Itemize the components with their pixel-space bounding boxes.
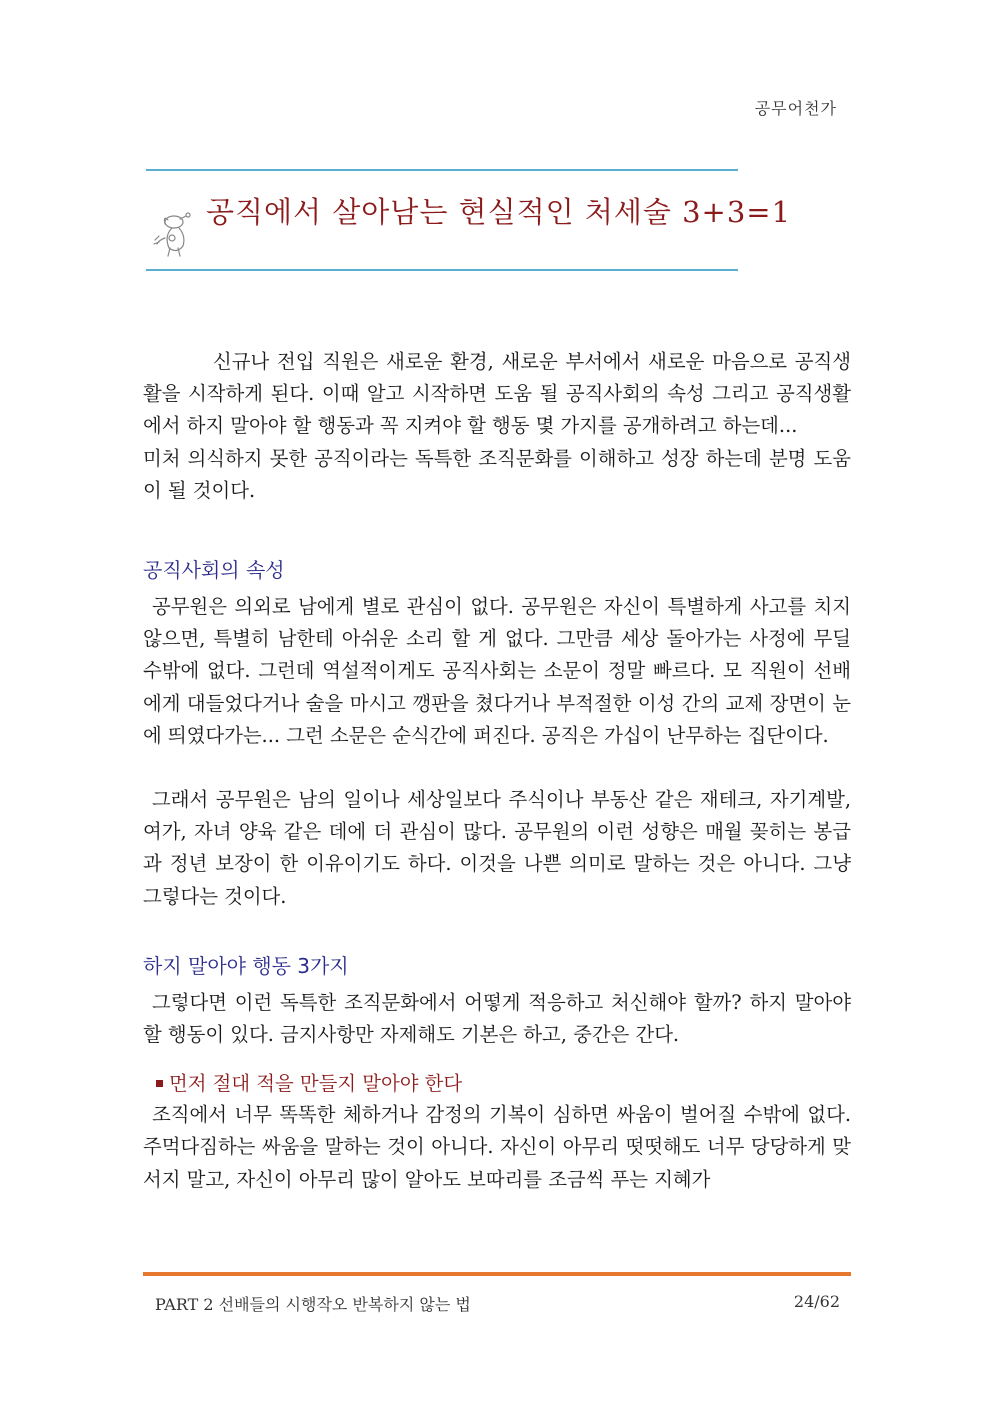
section-heading: 공직사회의 속성	[143, 558, 285, 583]
body-paragraph: 공무원은 의외로 남에게 별로 관심이 없다. 공무원은 자신이 특별하게 사고를 치지 않으면, 특별히 남한테 아쉬운 소리 할 게 없다. 그만큼 세상 돌아가는 사정에 무딜 수밖에 없다. 그런데 역설적이게도 공직사회는 소문이 정말 빠르다. 모 직원이 선배에게 대들었다거나 술을 마시고 깽판을 쳤다거나 부적절한 이성 간의 교제 장면이 눈에 띄였다가는... 그런 소문은 순식간에 퍼진다. 공직은 가십이 난무하는 집단이다.	[143, 595, 851, 747]
footer-part-title: PART 2 선배들의 시행작오 반복하지 않는 법	[155, 1295, 471, 1314]
mascot-icon	[150, 210, 200, 260]
title-rule-bottom	[146, 269, 738, 271]
title-rule-top	[146, 169, 738, 171]
running-header: 공무어천가	[754, 99, 837, 118]
page-number: 24/62	[793, 1292, 840, 1311]
body-paragraph: 그렇다면 이런 독특한 조직문화에서 어떻게 적응하고 처신해야 할까? 하지 말아야 할 행동이 있다. 금지사항만 자제해도 기본은 하고, 중간은 간다.	[143, 990, 851, 1047]
section-heading: 하지 말아야 행동 3가지	[143, 953, 349, 978]
body-paragraph: 조직에서 너무 똑똑한 체하거나 감정의 기복이 심하면 싸움이 벌어질 수밖에 없다. 주먹다짐하는 싸움을 말하는 것이 아니다. 자신이 아무리 떳떳해도 너무 당당하게 맞서지 말고, 자신이 아무리 많이 알아도 보따리를 조금씩 푸는 지혜가	[143, 1103, 851, 1191]
document-title: 공직에서 살아남는 현실적인 처세술 3+3=1	[206, 195, 792, 229]
footer-rule	[143, 1272, 851, 1276]
subsection-heading-text: 먼저 절대 적을 만들지 말아야 한다	[169, 1072, 463, 1096]
subsection-heading	[143, 1069, 851, 1099]
bullet-square-icon	[156, 1080, 163, 1087]
intro-paragraph: 신규나 전입 직원은 새로운 환경, 새로운 부서에서 새로운 마음으로 공직생활을 시작하게 된다. 이때 알고 시작하면 도움 될 공직사회의 속성 그리고 공직생활에서 하지 말아야 할 행동과 꼭 지켜야 할 행동 몇 가지를 공개하려고 하는데...	[143, 350, 851, 438]
body-paragraph: 그래서 공무원은 남의 일이나 세상일보다 주식이나 부동산 같은 재테크, 자기계발, 여가, 자녀 양육 같은 데에 더 관심이 많다. 공무원의 이런 성향은 매월 꽂히는 봉급과 정년 보장이 한 이유이기도 하다. 이것을 나쁜 의미로 말하는 것은 아니다. 그냥 그렇다는 것이다.	[143, 788, 851, 908]
page-body	[143, 346, 851, 1196]
intro-paragraph: 미처 의식하지 못한 공직이라는 독특한 조직문화를 이해하고 성장 하는데 분명 도움이 될 것이다.	[143, 446, 851, 502]
